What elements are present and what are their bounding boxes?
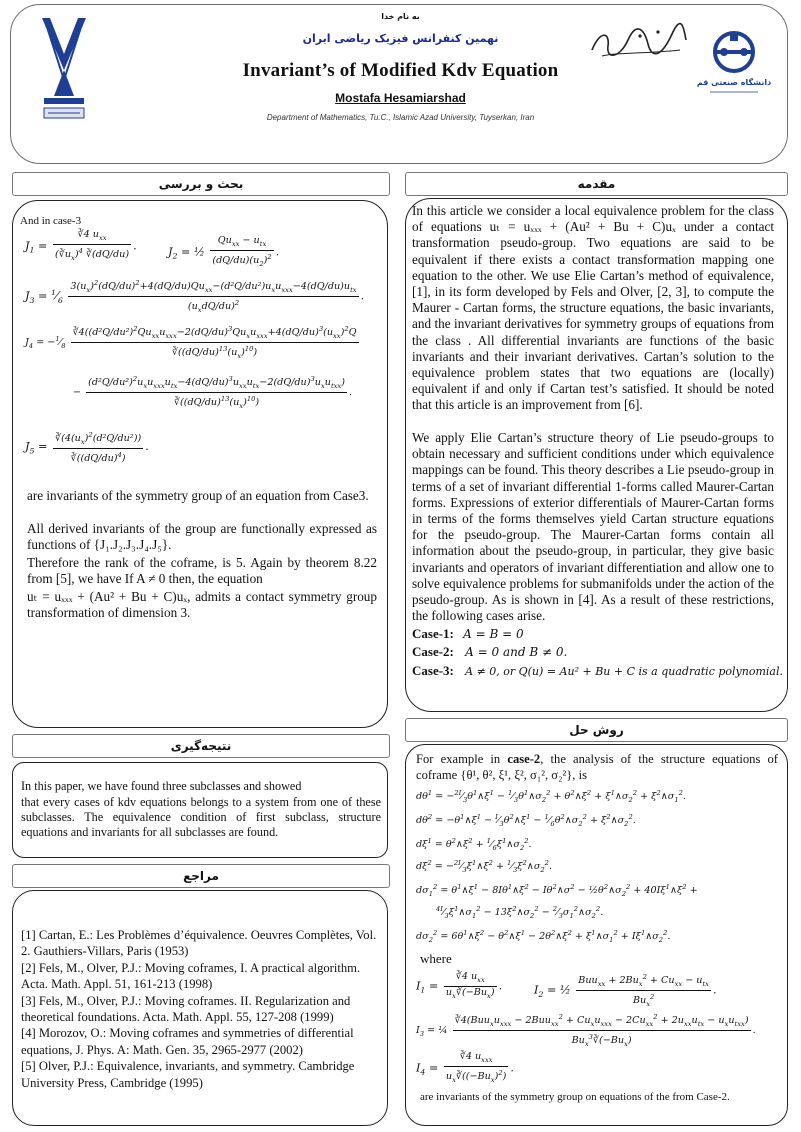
heading-introduction: مقدمه [405, 172, 788, 196]
conclusion-line1: In this paper, we have found three subclasses and showed [21, 779, 302, 793]
introduction-para2: We apply Elie Cartan’s structure theory of Lie pseudo-groups to obtain necessary and sufficient conditions under which equivalence mappings can be found. This theory describes a Lie pseudo-group in terms of a set of invariant differential 1-forms called Maurer-Cartan forms. Expressions of exterior differentials of Maurer-Cartan forms in terms of the forms themselves yield Cartan structure equations for the pseudo-group. The Maurer-Cartan forms contain all information about the pseudo-group, in particular, they give basic invariants and operators of invariant differentiation and allow one to solve equivalence problems for submanifolds under the action of the pseudo-group. As is shown in [4]. As a result of these restrictions, the following cases arise. [412, 430, 774, 624]
method-closing: are invariants of the symmetry group on equations of the from Case-2. [420, 1091, 730, 1103]
equation-j5: $J_5$ = $\frac{∛(4(u_x)^2(d^2Q/du^2))}{∛((dQ/du)^4)}$ . [25, 431, 149, 465]
case-2-row [412, 644, 567, 660]
introduction-para1: In this article we consider a local equivalence problem for the class of equations uₜ = uₓₓₓ + (Au² + Bu + C)uₓ under a contact transformation pseudo-group. Two equations are said to be equivalent if there exists a contact transformation mapping one equation to the other. We use Elie Cartan’s method of equivalence, [1], in its form developed by Fels and Olver, [2, 3], to compute the Maurer - Cartan forms, the structure equations, the basic invariants, and the invariant derivatives for symmetry groups of equations from the class . All differential invariants are functions of the basic invariants and their invariant derivatives. Cartan’s solution to the equivalence problem states that two equations are (locally) equivalent if and only if Cartan test’s satisfied. It should be noted that this article is an improvement from [6]. [412, 203, 774, 413]
equation-j3: $J_3$ = $^1⁄_6$ $\frac{3(u_x)^2(dQ/du)^2+4(dQ/du)Qu_{xx}-(d^2Q/du^2)u_xu_{xxx}-4(dQ/du)u_{tx}}{(u_xdQ/du)^2}$ . [25, 279, 365, 315]
method-panel [405, 744, 788, 1126]
affiliation: Department of Mathematics, Tu.C., Islamic Azad University, Tuyserkan, Iran [266, 113, 535, 122]
equation-d-sigma1-cont: $^{4I}⁄_3\xi^1\wedge\sigma_1^2$ − $13\xi^2\wedge\sigma_2^2$ − $^2⁄_3\sigma_1^2\wedge\sigma_2^2$. [436, 905, 604, 921]
heading-discussion: بحث و بررسی [12, 172, 390, 196]
reference-item: [5] Olver, P.J.: Equivalence, invariants, and symmetry. Cambridge University Press, Cambridge (1995) [21, 1059, 355, 1090]
conclusion-panel [12, 762, 388, 858]
bismillah-text: به نام خدا [381, 12, 420, 21]
method-intro-a: For example in [416, 752, 508, 766]
where-label: where [420, 951, 452, 966]
case-3-text: A ≠ 0, or Q(u) = Au² + Bu + C is a quadratic polynomial. [465, 665, 783, 678]
method-intro-case: case-2 [507, 752, 541, 766]
paper-title: Invariant’s of Modified Kdv Equation [242, 60, 559, 81]
method-intro [416, 751, 778, 783]
logo-caption: دانشگاه صنعتی قم [696, 78, 772, 87]
conference-name: نهمین کنفرانس فیزیک ریاضی ایران [302, 32, 499, 45]
equation-j4-line1: $J_4$ = $-^1⁄_8$ $\frac{∛4((d^2Q/du^2)^2Qu_{xx}u_{xxx}-2(dQ/du)^3Qu_xu_{xxx}+4(dQ/du)^3(u_{xx})^2Q}{∛((dQ/du)^{13}(u_x)^{10})}$ [25, 325, 357, 361]
references-list [21, 927, 381, 1091]
equation-d-xi1: $d\xi^1$ = $\theta^2\wedge\xi^2$ + $^1⁄_6\xi^1\wedge\sigma_2^2$. [416, 837, 532, 853]
case-3-label: Case-3: [412, 663, 454, 678]
equation-i2: $I_2$ = ½ $\frac{Buu_{xx} + 2Bu_x^2 + Cu_{xx} - u_{tx}}{Bu_x^2}$ . [534, 973, 717, 1009]
references-panel [12, 890, 388, 1126]
equation-d-theta1: $d\theta^1$ = $-^{2I}⁄_3\theta^1\wedge\xi^1$ − $^1⁄_3\theta^1\wedge\sigma_2^2$ + $\theta^2\wedge\xi^2$ + $\xi^1\wedge\sigma_2^2$ + $\xi^2\wedge\sigma_1^2$. [416, 789, 686, 805]
discussion-para1: are invariants of the symmetry group of an equation from Case3. [27, 488, 369, 503]
discussion-panel [12, 200, 388, 728]
heading-references: مراجع [12, 864, 390, 888]
case-3-row [412, 663, 783, 679]
equation-d-sigma2: $d\sigma_2^2$ = $6\theta^1\wedge\xi^2$ − $\theta^2\wedge\xi^1$ − $2\theta^2\wedge\xi^2$ + $\xi^1\wedge\sigma_1^2$ + $I\xi^1\wedge\sigma_2^2$. [416, 929, 671, 945]
reference-item: [2] Fels, M., Olver, P.J.: Moving coframes, I. A practical algorithm. Acta. Math. Appl. 51, 161-213 (1998) [21, 960, 361, 992]
method-intro-c: , the analysis of the structure equations of coframe {θ¹, θ², ξ¹, ξ², σ₁², σ₂²}, is [416, 752, 778, 783]
equation-j1: $J_1$ = $\frac{∛4 u_{xx}}{(∛u_x)^4 ∛(dQ/du)}$ . [25, 229, 137, 262]
reference-item: [4] Morozov, O.: Moving coframes and symmetries of differential equations, J. Phys. A: Math. Gen. 35, 2965-2977 (2002) [21, 1026, 354, 1057]
reference-item: [1] Cartan, E.: Les Problèmes d’équivalence. Oeuvres Complètes, Vol. 2. Gauthiers-Villars, Paris (1953) [21, 928, 377, 959]
case-2-label: Case-2: [412, 644, 454, 659]
reference-item: [3] Fels, M., Olver, P.J.: Moving coframes. II. Regularization and theoretical foundations. Acta. Math. Appl. 55, 127-208 (1999) [21, 993, 351, 1025]
conclusion-line2: that every cases of kdv equations belongs to a system from one of these subclasses. The equivalence condition of first subclass, structure equations and invariants for all subclasses are found. [21, 795, 381, 839]
equation-j2: $J_2$ = ½ $\frac{Qu_{xx} - u_{tx}}{(dQ/du)(u_2)^2}$ . [168, 235, 280, 268]
heading-method: روش حل [405, 718, 788, 742]
equation-d-theta2: $d\theta^2$ = $-\theta^1\wedge\xi^1$ − $^I⁄_3\theta^2\wedge\xi^1$ − $^1⁄_6\theta^2\wedge\sigma_2^2$ + $\xi^2\wedge\sigma_2^2$. [416, 813, 636, 829]
discussion-para4: uₜ = uₓₓₓ + (Au² + Bu + C)uₓ, admits a contact symmetry group transformation of dimension 3. [27, 589, 377, 621]
introduction-panel [405, 198, 788, 712]
equation-d-xi2: $d\xi^2$ = $-^{2I}⁄_3\xi^1\wedge\xi^2$ + $^1⁄_3\xi^2\wedge\sigma_2^2$. [416, 859, 552, 875]
case-label: And in case-3 [20, 215, 82, 227]
heading-conclusion: نتیجه‌گیری [12, 734, 390, 758]
discussion-para3: Therefore the rank of the coframe, is 5. Again by theorem 8.22 from [5], we have If A ≠ 0 then, the equation [27, 555, 377, 587]
case-1-label: Case-1: [412, 626, 454, 641]
discussion-para2: All derived invariants of the group are functionally expressed as functions of {J₁.J₂.J₃.J₄.J₅}. [27, 521, 377, 553]
equation-i1: $I_1$ = $\frac{∛4 u_{xx}}{u_x∛(-Bu_x)}$ . [416, 971, 503, 1000]
equation-i4: $I_4$ = $\frac{∛4 u_{xxx}}{u_x∛((-Bu_x)^2)}$ . [416, 1051, 514, 1084]
equation-d-sigma1: $d\sigma_1^2$ = $\theta^1\wedge\xi^1$ − $8I\theta^1\wedge\xi^2$ − $I\theta^2\wedge\sigma^2$ − $\frac{1}{2}\theta^2\wedge\sigma_2^2$ + $40I\xi^1\wedge\xi^2$ + [416, 883, 698, 899]
equation-i3: $I_3$ = ¼ $\frac{∛4(Buu_xu_{xxx} - 2Buu_{xx}^2 + Cu_xu_{xxx} - 2Cu_{xx}^2 + 2u_{xx}u_{tx} - u_xu_{txx})}{Bu_x^3∛(-Bu_x)}$ . [416, 1013, 756, 1049]
case-2-text: A = 0 and B ≠ 0. [465, 645, 568, 659]
case-1-row [412, 626, 524, 642]
case-1-text: A = B = 0 [463, 627, 524, 641]
equation-j4-line2: − $\frac{(d^2Q/du^2)^2u_xu_{xxx}u_{tx}-4(dQ/du)^3u_{xx}u_{tx}-2(dQ/du)^3u_xu_{txx})}{∛((dQ/du)^{13}(u_x)^{10})}$ . [73, 375, 353, 411]
author-name: Mostafa Hesamiarshad [335, 91, 466, 105]
